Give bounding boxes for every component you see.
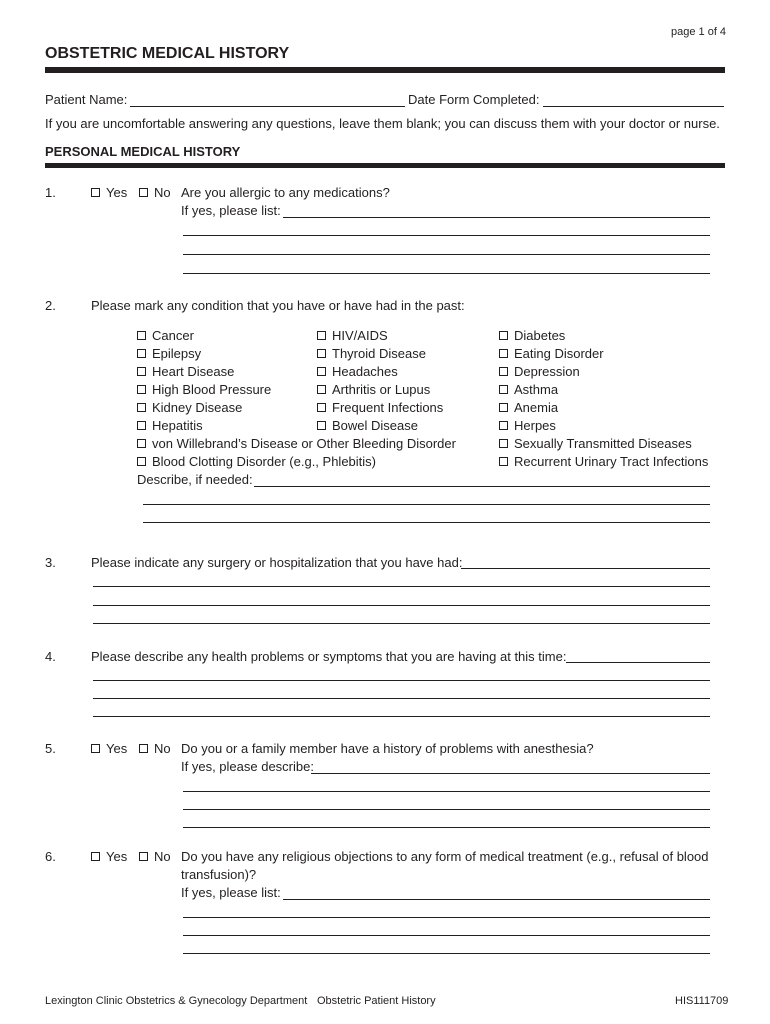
condition-option[interactable]: [499, 400, 558, 415]
checkbox-icon[interactable]: [317, 421, 326, 430]
q5-number: 5.: [45, 741, 56, 756]
checkbox-icon[interactable]: [499, 439, 508, 448]
q6-answer-line[interactable]: [183, 917, 710, 918]
condition-option[interactable]: [499, 328, 565, 343]
checkbox-icon[interactable]: [137, 349, 146, 358]
checkbox-icon[interactable]: [499, 457, 508, 466]
q6-question-continued: transfusion)?: [181, 867, 257, 882]
condition-option[interactable]: [499, 418, 556, 433]
q2-question: Please mark any condition that you have or have had in the past:: [91, 298, 465, 313]
yes-label: Yes: [106, 185, 128, 200]
patient-name-label: Patient Name:: [45, 92, 128, 107]
q3-answer-line[interactable]: [93, 605, 710, 606]
condition-option[interactable]: [317, 328, 388, 343]
condition-option[interactable]: [137, 346, 201, 361]
condition-label: Recurrent Urinary Tract Infections: [514, 454, 709, 469]
condition-label: von Willebrand’s Disease or Other Bleeding Disorder: [152, 436, 456, 451]
checkbox-icon[interactable]: [139, 744, 148, 753]
q5-answer-line[interactable]: [183, 809, 710, 810]
checkbox-icon[interactable]: [137, 367, 146, 376]
condition-option[interactable]: [499, 436, 692, 451]
checkbox-icon[interactable]: [91, 852, 100, 861]
condition-label: Heart Disease: [152, 364, 235, 379]
q1-answer-line[interactable]: [183, 254, 710, 255]
section-divider: [45, 163, 725, 168]
checkbox-icon[interactable]: [499, 403, 508, 412]
checkbox-icon[interactable]: [499, 367, 508, 376]
page-title: OBSTETRIC MEDICAL HISTORY: [45, 45, 290, 62]
condition-option[interactable]: [499, 382, 558, 397]
q6-yes-option[interactable]: [91, 849, 127, 864]
q6-followup: If yes, please list:: [181, 885, 281, 900]
condition-label: HIV/AIDS: [332, 328, 388, 343]
instructions: If you are uncomfortable answering any questions, leave them blank; you can discuss them with your doctor or nurse.: [45, 116, 720, 131]
no-label: No: [154, 741, 171, 756]
checkbox-icon[interactable]: [317, 331, 326, 340]
condition-option[interactable]: [317, 418, 418, 433]
q6-no-option[interactable]: [139, 849, 171, 864]
checkbox-icon[interactable]: [317, 403, 326, 412]
q1-answer-line[interactable]: [183, 235, 710, 236]
patient-name-field[interactable]: [130, 106, 405, 107]
q1-yes-option[interactable]: [91, 185, 127, 200]
q2-number: 2.: [45, 298, 56, 313]
condition-option[interactable]: [499, 454, 708, 469]
q2-answer-line[interactable]: [254, 486, 710, 487]
condition-label: Diabetes: [514, 328, 566, 343]
q5-yes-option[interactable]: [91, 741, 127, 756]
q4-number: 4.: [45, 649, 56, 664]
condition-label: Eating Disorder: [514, 346, 604, 361]
checkbox-icon[interactable]: [137, 439, 146, 448]
q1-answer-line[interactable]: [283, 217, 710, 218]
q3-answer-line[interactable]: [93, 623, 710, 624]
q6-number: 6.: [45, 849, 56, 864]
checkbox-icon[interactable]: [139, 852, 148, 861]
q3-answer-line[interactable]: [461, 568, 710, 569]
condition-label: Asthma: [514, 382, 559, 397]
condition-label: Epilepsy: [152, 346, 202, 361]
checkbox-icon[interactable]: [91, 188, 100, 197]
q5-answer-line[interactable]: [183, 827, 710, 828]
condition-label: Thyroid Disease: [332, 346, 426, 361]
q4-answer-line[interactable]: [566, 662, 710, 663]
q1-no-option[interactable]: [139, 185, 171, 200]
q1-followup: If yes, please list:: [181, 203, 281, 218]
condition-option[interactable]: [137, 418, 203, 433]
q2-answer-line[interactable]: [143, 504, 710, 505]
q5-answer-line[interactable]: [183, 791, 710, 792]
checkbox-icon[interactable]: [317, 349, 326, 358]
q3-number: 3.: [45, 555, 56, 570]
condition-label: Anemia: [514, 400, 559, 415]
checkbox-icon[interactable]: [317, 367, 326, 376]
condition-label: Blood Clotting Disorder (e.g., Phlebitis): [152, 454, 376, 469]
condition-option[interactable]: [317, 364, 398, 379]
yes-label: Yes: [106, 741, 128, 756]
condition-label: Kidney Disease: [152, 400, 243, 415]
checkbox-icon[interactable]: [137, 331, 146, 340]
q6-answer-line[interactable]: [283, 899, 710, 900]
condition-label: Depression: [514, 364, 580, 379]
condition-label: Sexually Transmitted Diseases: [514, 436, 692, 451]
condition-option[interactable]: [137, 328, 194, 343]
q1-answer-line[interactable]: [183, 273, 710, 274]
no-label: No: [154, 849, 171, 864]
q3-question: Please indicate any surgery or hospitalization that you have had:: [91, 555, 463, 570]
condition-label: Bowel Disease: [332, 418, 418, 433]
yes-label: Yes: [106, 849, 128, 864]
checkbox-icon[interactable]: [91, 744, 100, 753]
q6-answer-line[interactable]: [183, 953, 710, 954]
q1-number: 1.: [45, 185, 56, 200]
q2-answer-line[interactable]: [143, 522, 710, 523]
condition-option[interactable]: [137, 454, 376, 469]
checkbox-icon[interactable]: [137, 385, 146, 394]
condition-option[interactable]: [137, 436, 456, 451]
q4-answer-line[interactable]: [93, 680, 710, 681]
q5-answer-line[interactable]: [311, 773, 710, 774]
q4-question: Please describe any health problems or symptoms that you are having at this time:: [91, 649, 567, 664]
condition-option[interactable]: [499, 364, 580, 379]
checkbox-icon[interactable]: [139, 188, 148, 197]
q5-no-option[interactable]: [139, 741, 171, 756]
condition-option[interactable]: [137, 364, 234, 379]
condition-option[interactable]: [317, 346, 426, 361]
footer-department: Lexington Clinic Obstetrics & Gynecology Department: [45, 995, 308, 1007]
condition-label: Headaches: [332, 364, 398, 379]
q5-question: Do you or a family member have a history of problems with anesthesia?: [181, 741, 594, 756]
condition-option[interactable]: [499, 346, 604, 361]
footer-form-code: HIS111709: [675, 995, 729, 1007]
checkbox-icon[interactable]: [137, 457, 146, 466]
condition-label: Arthritis or Lupus: [332, 382, 431, 397]
q1-question: Are you allergic to any medications?: [181, 185, 390, 200]
condition-label: Hepatitis: [152, 418, 203, 433]
date-completed-label: Date Form Completed:: [408, 92, 540, 107]
checkbox-icon[interactable]: [137, 421, 146, 430]
q4-answer-line[interactable]: [93, 716, 710, 717]
q6-answer-line[interactable]: [183, 935, 710, 936]
date-completed-field[interactable]: [543, 106, 724, 107]
section-title: PERSONAL MEDICAL HISTORY: [45, 144, 241, 159]
condition-label: High Blood Pressure: [152, 382, 272, 397]
condition-label: Frequent Infections: [332, 400, 444, 415]
checkbox-icon[interactable]: [499, 349, 508, 358]
condition-option[interactable]: [317, 400, 443, 415]
condition-label: Herpes: [514, 418, 556, 433]
condition-option[interactable]: [137, 400, 242, 415]
title-divider: [45, 67, 725, 73]
condition-label: Cancer: [152, 328, 194, 343]
q6-question: Do you have any religious objections to any form of medical treatment (e.g., refusal of blood: [181, 849, 709, 864]
checkbox-icon[interactable]: [317, 385, 326, 394]
checkbox-icon[interactable]: [499, 421, 508, 430]
checkbox-icon[interactable]: [499, 385, 508, 394]
q5-followup: If yes, please describe:: [181, 759, 314, 774]
condition-option[interactable]: [317, 382, 430, 397]
checkbox-icon[interactable]: [137, 403, 146, 412]
q4-answer-line[interactable]: [93, 698, 710, 699]
page-number: page 1 of 4: [671, 26, 727, 38]
condition-option[interactable]: [137, 382, 271, 397]
footer-form-name: Obstetric Patient History: [317, 995, 436, 1007]
q2-describe-label: Describe, if needed:: [137, 472, 253, 487]
q3-answer-line[interactable]: [93, 586, 710, 587]
no-label: No: [154, 185, 171, 200]
checkbox-icon[interactable]: [499, 331, 508, 340]
